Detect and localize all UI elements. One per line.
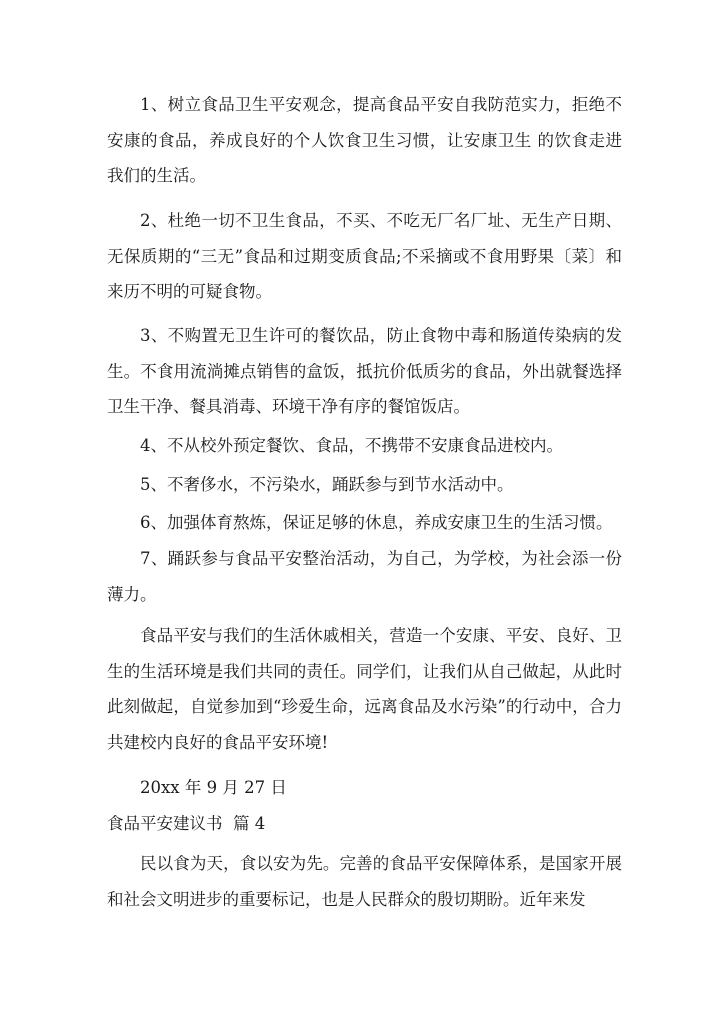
paragraph-6: 6、加强体育熬炼，保证足够的休息，养成安康卫生的生活习惯。 <box>140 513 613 532</box>
section-title: 食品平安建议书 篇 4 <box>107 814 266 833</box>
paragraph-2: 2、杜绝一切不卫生食品，不买、不吃无厂名厂址、无生产日期、无保质期的“三无”食品和过期变质食品;不采摘或不食用野果〔菜〕和来历不明的可疑食物。 <box>107 211 622 301</box>
paragraph-1: 1、树立食品卫生平安观念，提高食品平安自我防范实力，拒绝不安康的食品，养成良好的个人饮食卫生习惯，让安康卫生 的饮食走进我们的生活。 <box>107 95 622 185</box>
paragraph-4: 4、不从校外预定餐饮、食品，不携带不安康食品进校内。 <box>140 436 563 455</box>
paragraph-8: 食品平安与我们的生活休戚相关，营造一个安康、平安、良好、卫生的生活环境是我们共同的责任。同学们，让我们从自己做起，从此时此刻做起，自觉参加到“珍爱生命，远离食品及水污染”的行动中，合力共建校内良好的食品平安环境! <box>107 626 622 752</box>
paragraph-3: 3、不购置无卫生许可的餐饮品，防止食物中毒和肠道传染病的发生。不食用流淌摊点销售的盒饭，抵抗价低质劣的食品，外出就餐选择卫生干净、餐具消毒、环境干净有序的餐馆饭店。 <box>107 326 622 416</box>
paragraph-9: 民以食为天，食以安为先。完善的食品平安保障体系，是国家开展和社会文明进步的重要标记，也是人民群众的殷切期盼。近年来发 <box>107 854 622 909</box>
document-date: 20xx 年 9 月 27 日 <box>140 778 287 797</box>
paragraph-7: 7、踊跃参与食品平安整治活动，为自己，为学校，为社会添一份薄力。 <box>107 549 622 604</box>
paragraph-5: 5、不奢侈水，不污染水，踊跃参与到节水活动中。 <box>140 475 514 494</box>
